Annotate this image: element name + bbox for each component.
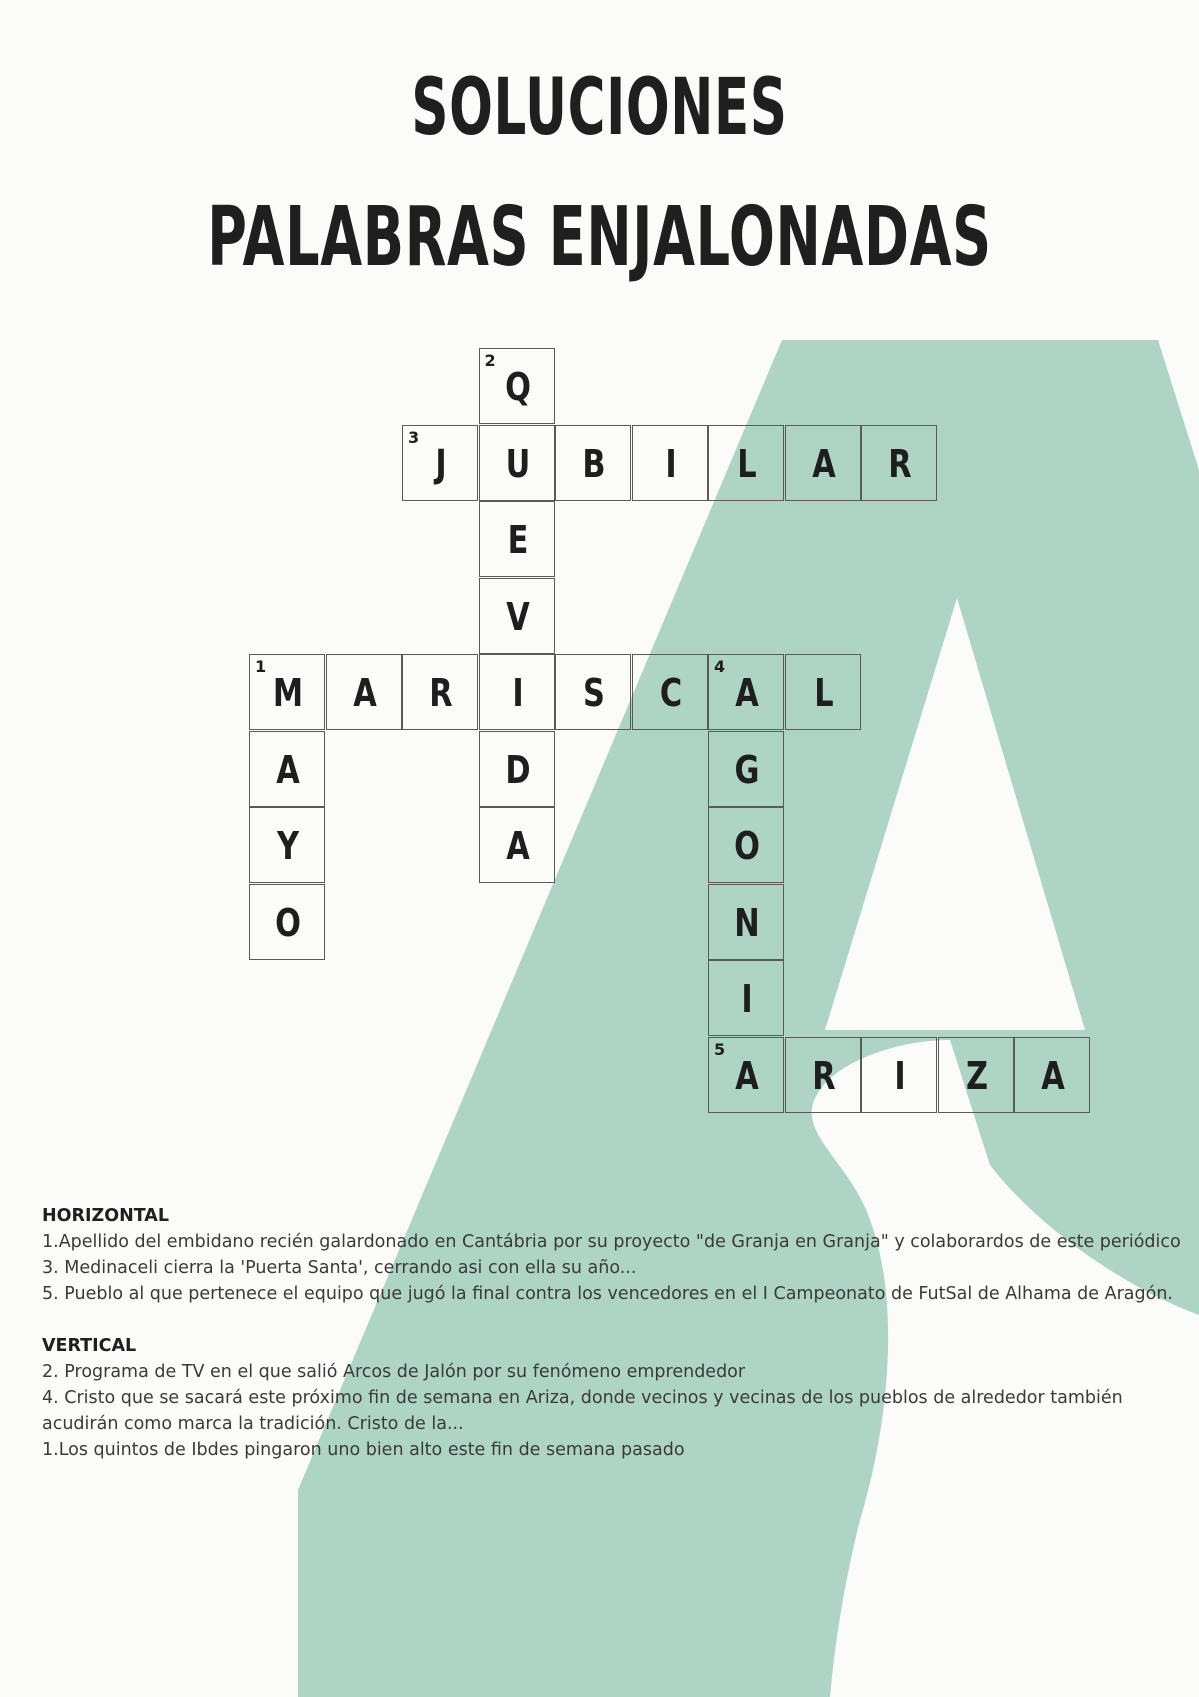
cell-letter: E bbox=[507, 518, 528, 562]
vertical-heading: VERTICAL bbox=[42, 1336, 137, 1356]
crossword-cell bbox=[249, 731, 325, 807]
cell-letter: M bbox=[272, 671, 304, 715]
cell-letter: A bbox=[352, 671, 377, 715]
cell-letter: A bbox=[735, 671, 759, 715]
crossword-cell bbox=[708, 425, 784, 501]
crossword-cell bbox=[555, 425, 631, 501]
horizontal-clue-1: 1.Apellido del embidano recién galardonado en Cantábria por su proyecto "de Granja en Granja" y colaborardos de este periódico bbox=[42, 1232, 1181, 1252]
crossword-cell bbox=[479, 654, 555, 730]
cell-letter: D bbox=[504, 747, 531, 792]
cell-letter: J bbox=[435, 441, 447, 486]
cell-letter: V bbox=[505, 594, 530, 639]
cell-letter: I bbox=[894, 1053, 906, 1098]
crossword-cell bbox=[479, 731, 555, 807]
crossword-cell bbox=[938, 1037, 1014, 1113]
cell-letter: L bbox=[813, 671, 834, 715]
horizontal-clue-3: 3. Medinaceli cierra la 'Puerta Santa', cerrando asi con ella su año... bbox=[42, 1258, 637, 1278]
horizontal-clue-5: 5. Pueblo al que pertenece el equipo que jugó la final contra los vencedores en el I Campeonato de FutSal de Alhama de Aragón. bbox=[42, 1284, 1173, 1304]
crossword-cell bbox=[708, 1037, 784, 1113]
crossword-cell bbox=[249, 807, 325, 883]
crossword-cell bbox=[861, 1037, 937, 1113]
cell-letter: Z bbox=[965, 1053, 988, 1098]
cell-letter: S bbox=[583, 671, 605, 715]
vertical-clue-1: 1.Los quintos de Ibdes pingaron uno bien alto este fin de semana pasado bbox=[42, 1440, 685, 1460]
vertical-clue-4: 4. Cristo que se sacará este próximo fin de semana en Ariza, donde vecinos y vecinas de los pueblos de alrededor también acudirán como marca la tradición. Cristo de la... bbox=[42, 1388, 1123, 1434]
horizontal-heading: HORIZONTAL bbox=[42, 1206, 169, 1226]
crossword-cell bbox=[479, 501, 555, 577]
clues-section bbox=[42, 1203, 1192, 1463]
crossword-cell bbox=[708, 884, 784, 960]
crossword-cell bbox=[479, 807, 555, 883]
crossword-cell bbox=[632, 425, 708, 501]
cell-letter: I bbox=[511, 671, 524, 715]
crossword-cell bbox=[708, 654, 784, 730]
crossword-cell bbox=[555, 654, 631, 730]
clue-number: 1 bbox=[255, 657, 267, 676]
clue-number: 4 bbox=[714, 657, 726, 676]
crossword-cell bbox=[708, 807, 784, 883]
cell-letter: I bbox=[741, 977, 753, 1021]
crossword-cell bbox=[249, 654, 325, 730]
crossword-cell bbox=[479, 348, 555, 424]
crossword-cell bbox=[708, 960, 784, 1036]
cell-letter: G bbox=[734, 747, 760, 792]
cell-letter: Y bbox=[276, 824, 300, 868]
clue-number: 3 bbox=[408, 427, 420, 447]
cell-letter: L bbox=[737, 441, 757, 486]
crossword-cell bbox=[785, 654, 861, 730]
cell-letter: N bbox=[734, 900, 760, 945]
crossword-cell bbox=[402, 654, 478, 730]
cell-letter: R bbox=[429, 671, 453, 715]
crossword-cell bbox=[785, 1037, 861, 1113]
vertical-clue-2: 2. Programa de TV en el que salió Arcos de Jalón por su fenómeno emprendedor bbox=[42, 1362, 746, 1382]
cell-letter: Q bbox=[504, 365, 531, 409]
cell-letter: A bbox=[1041, 1053, 1065, 1098]
crossword-cell bbox=[708, 731, 784, 807]
title-line-2: PALABRAS ENJALONADAS bbox=[207, 190, 992, 285]
cell-letter: B bbox=[582, 441, 606, 486]
title-line-1: SOLUCIONES bbox=[411, 63, 788, 153]
cell-letter: A bbox=[811, 441, 836, 486]
crossword-cell bbox=[861, 425, 937, 501]
cell-letter: R bbox=[811, 1053, 836, 1098]
clue-number: 2 bbox=[484, 351, 496, 370]
cell-letter: A bbox=[276, 747, 300, 792]
crossword-cell bbox=[479, 578, 555, 654]
crossword-cell bbox=[632, 654, 708, 730]
cell-letter: C bbox=[659, 671, 682, 715]
crossword-cell bbox=[1014, 1037, 1090, 1113]
crossword-cell bbox=[402, 425, 478, 501]
cell-letter: R bbox=[888, 441, 912, 486]
clue-number: 5 bbox=[714, 1039, 726, 1059]
crossword-cell bbox=[249, 884, 325, 960]
crossword-cell bbox=[785, 425, 861, 501]
cell-letter: O bbox=[734, 824, 760, 868]
cell-letter: A bbox=[735, 1053, 759, 1098]
cell-letter: A bbox=[505, 824, 530, 868]
crossword-cell bbox=[326, 654, 402, 730]
crossword-cell bbox=[479, 425, 555, 501]
cell-letter: U bbox=[505, 441, 530, 486]
cell-letter: I bbox=[664, 441, 677, 486]
cell-letter: O bbox=[275, 900, 301, 945]
